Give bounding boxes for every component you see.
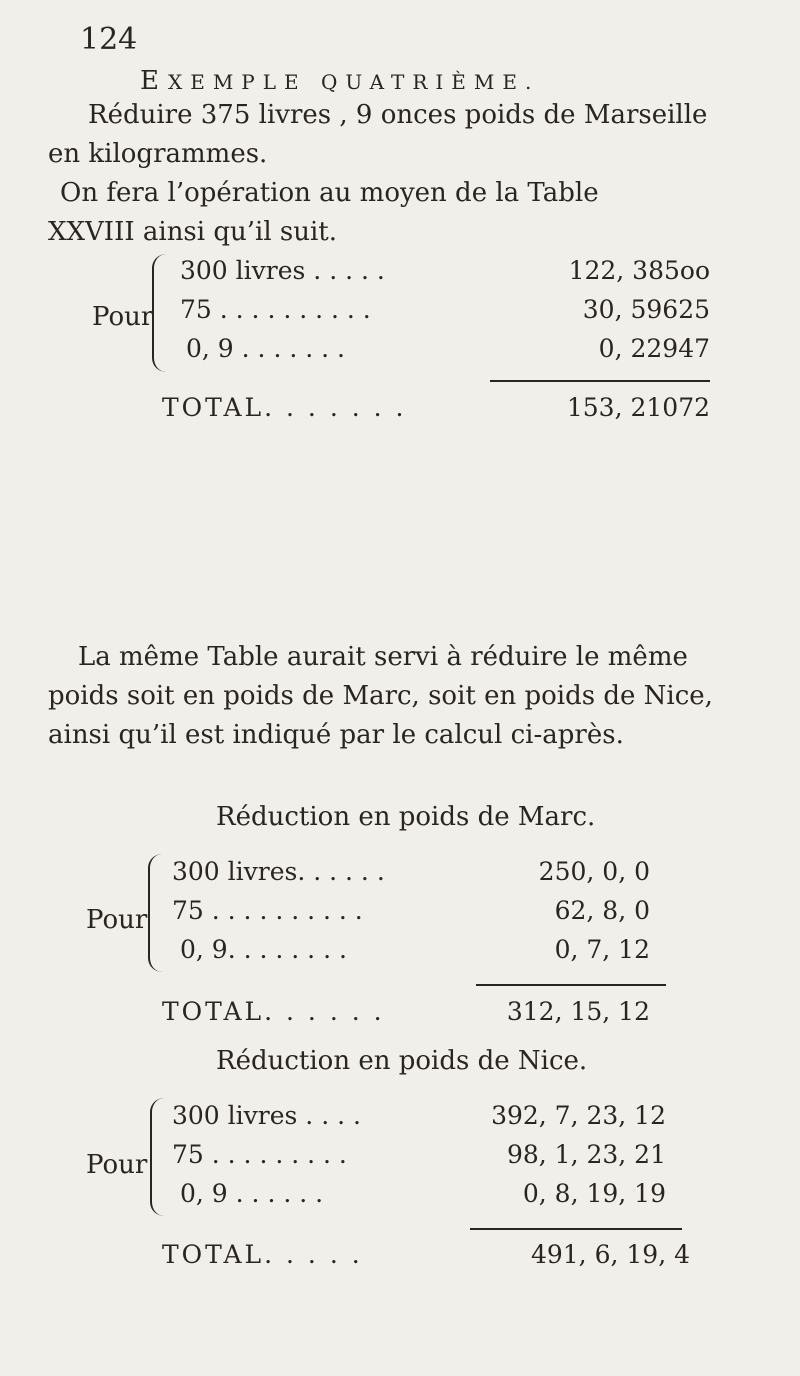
- marc-row-value: 250, 0, 0: [538, 857, 650, 886]
- pour-label: Pour: [86, 905, 148, 935]
- nice-total-value: 491, 6, 19, 4: [530, 1240, 690, 1269]
- table1-row-label: 300 livres . . . . .: [180, 256, 385, 285]
- marc-row-value: 0, 7, 12: [554, 935, 650, 964]
- marc-row-label: 75 . . . . . . . . . .: [172, 896, 363, 925]
- marc-row-value: 62, 8, 0: [554, 896, 650, 925]
- example-heading: [140, 66, 539, 96]
- nice-row-value: 0, 8, 19, 19: [522, 1179, 666, 1208]
- nice-row-value: 98, 1, 23, 21: [506, 1140, 666, 1169]
- section-title-nice: Réduction en poids de Nice.: [216, 1046, 588, 1076]
- table1-row-label: 0, 9 . . . . . . .: [186, 334, 345, 363]
- nice-total-label: TOTAL. . . . .: [162, 1240, 363, 1269]
- table1-row-value: 0, 22947: [598, 334, 710, 363]
- brace: [148, 854, 162, 972]
- intro-line: On fera l’opération au moyen de la Table: [60, 178, 599, 208]
- marc-total-label: TOTAL. . . . . .: [162, 997, 385, 1026]
- nice-row-value: 392, 7, 23, 12: [491, 1101, 666, 1130]
- middle-line: ainsi qu’il est indiqué par le calcul ci-après.: [48, 720, 624, 750]
- marc-row-label: 0, 9. . . . . . . .: [180, 935, 347, 964]
- heading-rest: XEMPLE QUATRIÈME.: [167, 70, 540, 94]
- intro-line: XXVIII ainsi qu’il suit.: [48, 217, 338, 247]
- page-number: 124: [80, 22, 138, 57]
- brace: [152, 254, 166, 372]
- nice-row-label: 0, 9 . . . . . .: [180, 1179, 324, 1208]
- heading-initial: E: [140, 66, 168, 96]
- intro-line: Réduire 375 livres , 9 onces poids de Marseille: [88, 100, 708, 130]
- intro-paragraph: [48, 96, 768, 252]
- pour-label: Pour: [92, 302, 154, 332]
- table1-total-value: 153, 21072: [566, 393, 710, 422]
- table1-total-label: TOTAL. . . . . . .: [162, 393, 407, 422]
- sum-rule: [490, 380, 710, 382]
- pour-label: Pour: [86, 1150, 148, 1180]
- middle-line: La même Table aurait servi à réduire le même: [78, 642, 688, 672]
- intro-line: en kilogrammes.: [48, 139, 268, 169]
- nice-row-label: 300 livres . . . .: [172, 1101, 361, 1130]
- sum-rule: [470, 1228, 682, 1230]
- marc-total-value: 312, 15, 12: [506, 997, 650, 1026]
- table1-row-value: 122, 385oo: [568, 256, 710, 285]
- brace: [150, 1098, 164, 1216]
- nice-row-label: 75 . . . . . . . . .: [172, 1140, 347, 1169]
- sum-rule: [476, 984, 666, 986]
- section-title-marc: Réduction en poids de Marc.: [216, 802, 596, 832]
- table1-row-value: 30, 59625: [582, 295, 710, 324]
- marc-row-label: 300 livres. . . . . .: [172, 857, 385, 886]
- middle-paragraph: [48, 638, 768, 755]
- middle-line: poids soit en poids de Marc, soit en poids de Nice,: [48, 681, 713, 711]
- table1-row-label: 75 . . . . . . . . . .: [180, 295, 371, 324]
